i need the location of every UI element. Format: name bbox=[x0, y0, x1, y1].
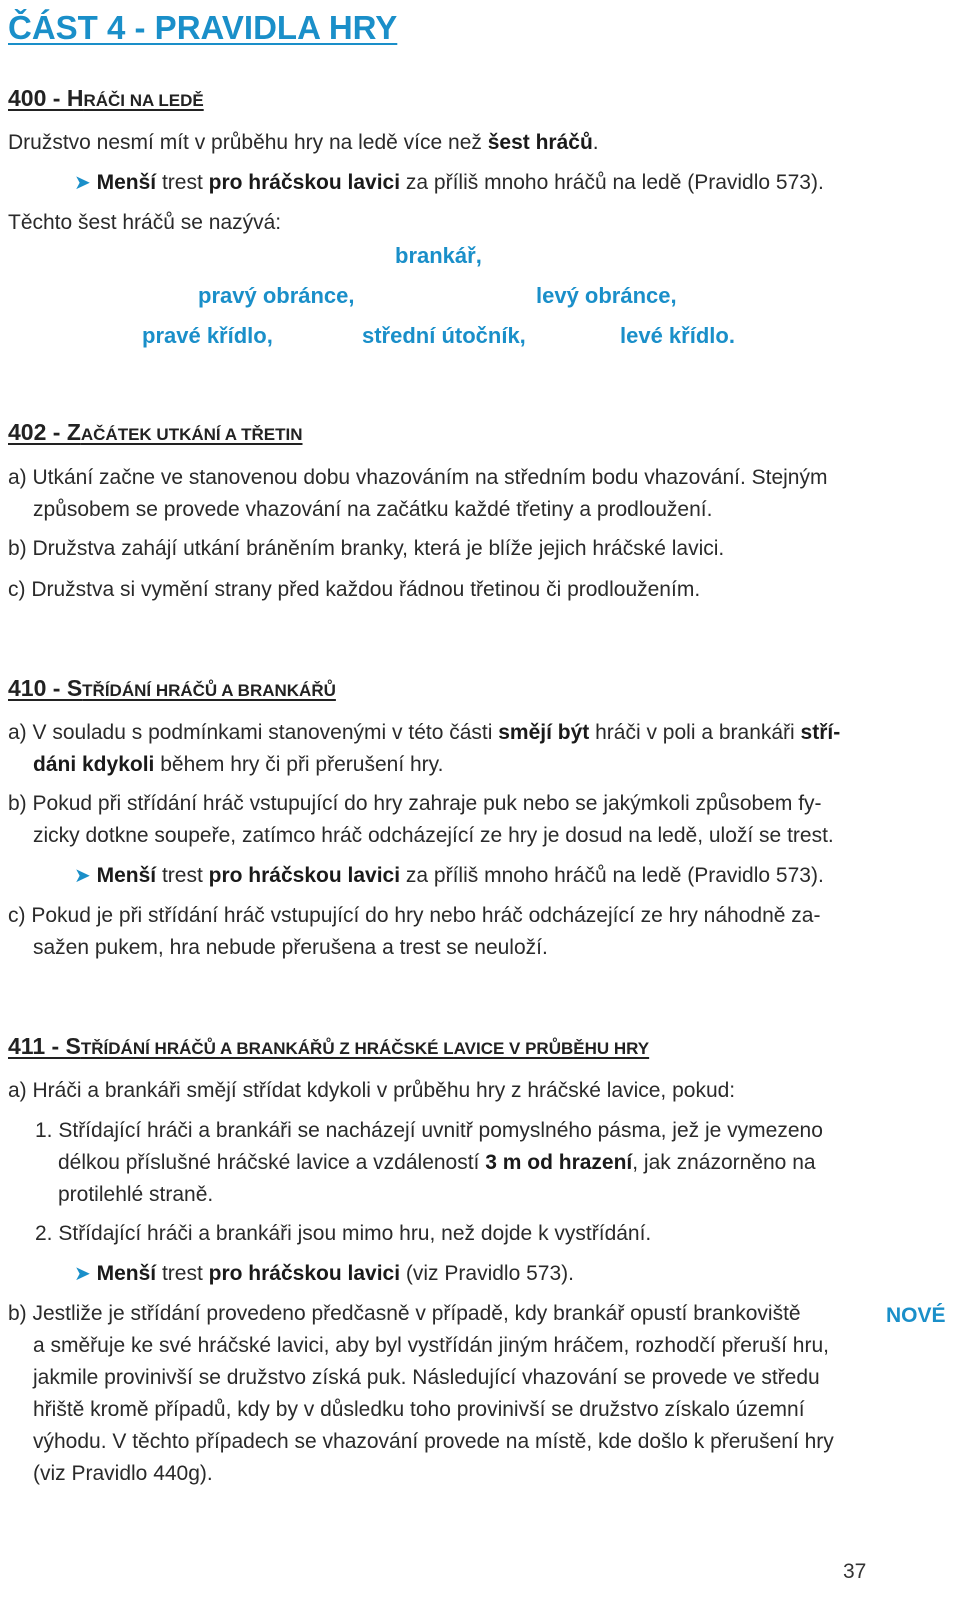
s410-a-line1: a) V souladu s podmínkami stanovenými v této části smějí být hráči v poli a brankáři stří- bbox=[8, 721, 841, 744]
arrow-icon: ➤ bbox=[74, 172, 91, 194]
s411-item2: 2. Střídající hráči a brankáři jsou mimo hru, než dojde k vystřídání. bbox=[35, 1222, 652, 1245]
s411-b-line1: b) Jestliže je střídání provedeno předčasně v případě, kdy brankář opustí brankoviště bbox=[8, 1302, 801, 1325]
position-center: střední útočník, bbox=[362, 323, 526, 348]
s410-b-line1: b) Pokud při střídání hráč vstupující do hry zahraje puk nebo se jakýmkoli způsobem fy- bbox=[8, 792, 822, 815]
s411-item1-line1: 1. Střídající hráči a brankáři se nacházejí uvnitř pomyslného pásma, jež je vymezeno bbox=[35, 1119, 823, 1142]
s402-b: b) Družstva zahájí utkání bráněním branky, která je blíže jejich hráčské lavici. bbox=[8, 537, 725, 560]
s400-paragraph-1: Družstvo nesmí mít v průběhu hry na ledě více než šest hráčů. bbox=[8, 131, 599, 154]
s411-item1-line3: protilehlé straně. bbox=[58, 1183, 214, 1206]
s411-b-line3: jakmile provinivší se družstvo získá puk. Následující vhazování se provede ve středu bbox=[33, 1366, 820, 1389]
section-410-heading: 410 - STŘÍDÁNÍ HRÁČŮ A BRANKÁŘŮ bbox=[8, 675, 336, 701]
s411-b-line6: (viz Pravidlo 440g). bbox=[33, 1462, 213, 1485]
arrow-icon: ➤ bbox=[74, 865, 91, 887]
s411-b-line2: a směřuje ke své hráčské lavici, aby byl vystřídán jiným hráčem, rozhodčí přeruší hru, bbox=[33, 1334, 829, 1357]
s400-paragraph-2: Těchto šest hráčů se nazývá: bbox=[8, 211, 282, 234]
s400-penalty: ➤ Menší trest pro hráčskou lavici za příliš mnoho hráčů na ledě (Pravidlo 573). bbox=[74, 171, 824, 194]
s411-b-line5: výhodu. V těchto případech se vhazování provede na místě, kde došlo k přerušení hry bbox=[33, 1430, 834, 1453]
s411-penalty: ➤ Menší trest pro hráčskou lavici (viz Pravidlo 573). bbox=[74, 1262, 574, 1285]
s411-b-line4: hřiště kromě případů, kdy by v důsledku toho provinivší se družstvo získalo územní bbox=[33, 1398, 805, 1421]
arrow-icon: ➤ bbox=[74, 1263, 91, 1285]
s410-b-line2: zicky dotkne soupeře, zatímco hráč odcházející ze hry je dosud na ledě, uloží se trest. bbox=[33, 824, 834, 847]
s410-a-line2: dáni kdykoli během hry či při přerušení hry. bbox=[33, 753, 444, 776]
s410-c-line2: sažen pukem, hra nebude přerušena a trest se neuloží. bbox=[33, 936, 548, 959]
new-badge: NOVÉ bbox=[886, 1304, 946, 1327]
section-402-heading: 402 - ZAČÁTEK UTKÁNÍ A TŘETIN bbox=[8, 419, 303, 445]
position-right-wing: pravé křídlo, bbox=[142, 323, 273, 348]
s402-a-line1: a) Utkání začne ve stanovenou dobu vhazováním na středním bodu vhazování. Stejným bbox=[8, 466, 828, 489]
s410-penalty: ➤ Menší trest pro hráčskou lavici za příliš mnoho hráčů na ledě (Pravidlo 573). bbox=[74, 864, 824, 887]
position-goalie: brankář, bbox=[395, 243, 482, 268]
s411-item1-line2: délkou příslušné hráčské lavice a vzdáleností 3 m od hrazení, jak znázorněno na bbox=[58, 1151, 816, 1174]
section-400-heading: 400 - HRÁČI NA LEDĚ bbox=[8, 85, 204, 111]
s411-a: a) Hráči a brankáři smějí střídat kdykoli v průběhu hry z hráčské lavice, pokud: bbox=[8, 1079, 736, 1102]
section-411-heading: 411 - STŘÍDÁNÍ HRÁČŮ A BRANKÁŘŮ Z HRÁČSKÉ LAVICE V PRŮBĚHU HRY bbox=[8, 1033, 650, 1059]
s402-c: c) Družstva si vymění strany před každou řádnou třetinou či prodloužením. bbox=[8, 578, 701, 601]
page-number: 37 bbox=[843, 1560, 867, 1583]
position-right-defense: pravý obránce, bbox=[198, 283, 355, 308]
position-left-defense: levý obránce, bbox=[536, 283, 677, 308]
s410-c-line1: c) Pokud je při střídání hráč vstupující do hry nebo hráč odcházející ze hry náhodně za- bbox=[8, 904, 821, 927]
position-left-wing: levé křídlo. bbox=[620, 323, 735, 348]
s402-a-line2: způsobem se provede vhazování na začátku každé třetiny a prodloužení. bbox=[33, 498, 713, 521]
part-title: ČÁST 4 - PRAVIDLA HRY bbox=[8, 9, 398, 46]
